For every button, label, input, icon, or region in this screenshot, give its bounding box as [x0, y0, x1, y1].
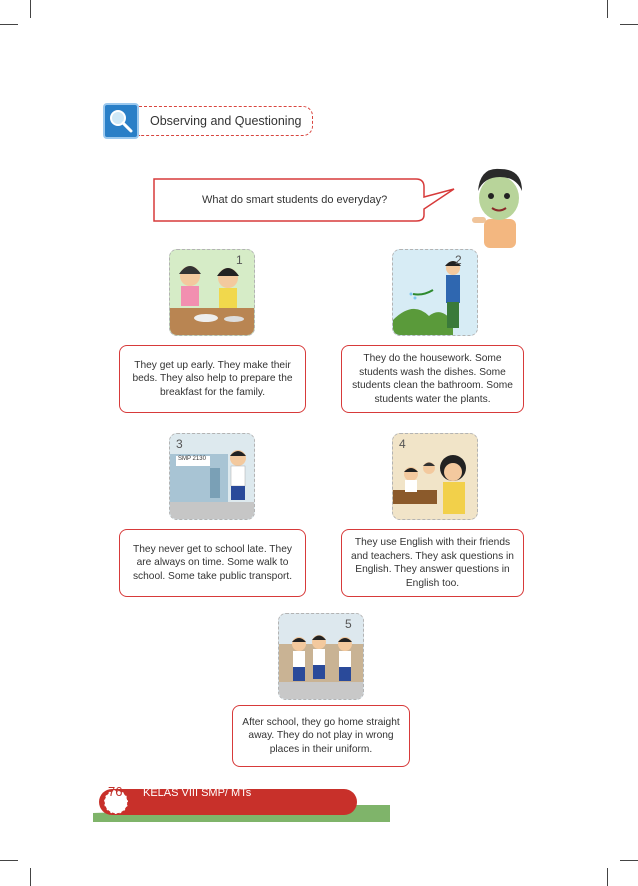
- picture-number: 2: [455, 253, 462, 267]
- crop-mark: [607, 0, 608, 18]
- crop-mark: [0, 24, 18, 25]
- caption-3: [119, 529, 306, 597]
- picture-number: 3: [176, 437, 183, 451]
- crop-mark: [30, 868, 31, 886]
- caption-4: [341, 529, 524, 597]
- caption-text: After school, they go home straight away. They do not play in wrong places in their uniform.: [242, 716, 400, 755]
- boy-character-illustration: [470, 163, 528, 248]
- section-title: Observing and Questioning: [150, 114, 302, 128]
- caption-text: They do the housework. Some students wash the dishes. Some students clean the bathroom. Some students water the plants.: [352, 353, 513, 405]
- section-header: [103, 103, 313, 139]
- book-title: KELAS VIII SMP/ MTs: [143, 787, 252, 799]
- picture-3: [169, 433, 255, 520]
- crop-mark: [0, 860, 18, 861]
- caption-5: [232, 705, 410, 767]
- picture-number: 5: [345, 617, 352, 631]
- caption-text: They never get to school late. They are always on time. Some walk to school. Some take public transport.: [132, 543, 293, 582]
- picture-number: 1: [236, 253, 243, 267]
- magnifier-icon: [103, 103, 139, 139]
- picture-2: [392, 249, 478, 336]
- picture-4: [392, 433, 478, 520]
- picture-number: 4: [399, 437, 406, 451]
- crop-mark: [607, 868, 608, 886]
- speech-text: What do smart students do everyday?: [202, 194, 388, 206]
- school-sign: SMP 2130: [178, 456, 206, 462]
- crop-mark: [620, 24, 638, 25]
- crop-mark: [620, 860, 638, 861]
- caption-text: They use English with their friends and teachers. They ask questions in English. They answer questions in English too.: [351, 537, 514, 589]
- caption-2: [341, 345, 524, 413]
- page-number: 76: [108, 784, 123, 799]
- caption-1: [119, 345, 306, 413]
- picture-1: [169, 249, 255, 336]
- caption-text: They get up early. They make their beds. They also help to prepare the breakfast for the family.: [132, 359, 293, 398]
- picture-5: [278, 613, 364, 700]
- crop-mark: [30, 0, 31, 18]
